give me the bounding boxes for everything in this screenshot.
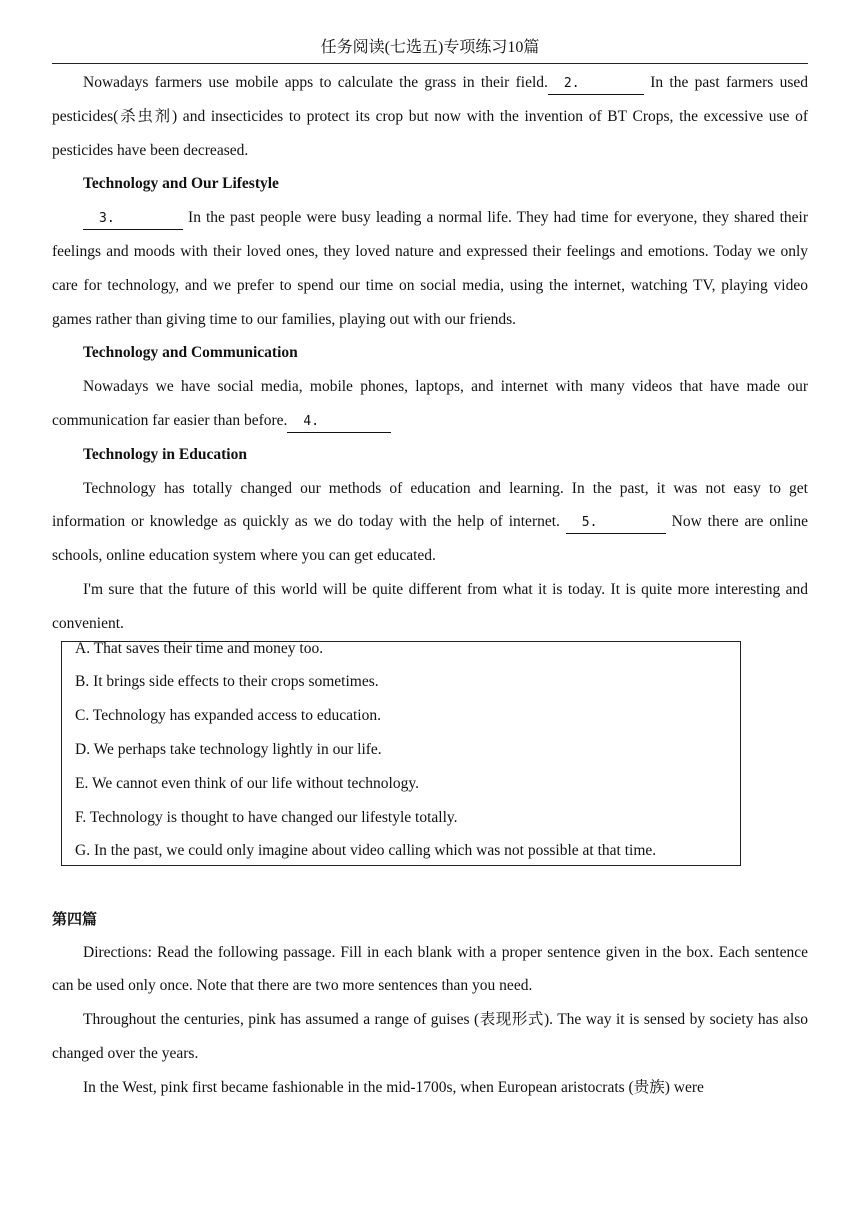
paragraph-communication <box>52 370 808 438</box>
option-g: G. In the past, we could only imagine about video calling which was not possible at that time. <box>75 842 657 860</box>
section-title: 第四篇 <box>52 909 98 928</box>
blank-5: 5. <box>566 514 666 534</box>
paragraph-pink-history: In the West, pink first became fashionable in the mid-1700s, when European aristocrats (贵族) were <box>83 1078 704 1096</box>
paragraph-pink-intro: Throughout the centuries, pink has assumed a range of guises (表现形式). The way it is sensed by society has also changed over the years. <box>52 1011 808 1062</box>
blank-4: 4. <box>287 413 391 433</box>
blank-2: 2. <box>548 75 644 95</box>
paragraph-directions: Directions: Read the following passage. Fill in each blank with a proper sentence given in the box. Each sentence can be used only once. Note that there are two more sentences than you need. <box>52 943 808 995</box>
document-body <box>52 66 808 1105</box>
option-b: B. It brings side effects to their crops sometimes. <box>75 673 379 691</box>
page-header-title: 任务阅读(七选五)专项练习10篇 <box>320 39 540 56</box>
paragraph-text: Now there are online schools, online education system where you can get educated. <box>52 513 809 565</box>
page-header <box>52 37 808 64</box>
paragraph-conclusion: I'm sure that the future of this world will be quite different from what it is today. It is quite more interesting and convenient. <box>52 580 808 632</box>
paragraph-education <box>52 472 808 573</box>
paragraph-farming <box>52 66 808 167</box>
option-d: D. We perhaps take technology lightly in our life. <box>75 740 382 758</box>
paragraph-text: In the past farmers used pesticides(杀虫剂) and insecticides to protect its crop but now with the invention of BT Crops, the excessive use of pesticides have been decreased. <box>52 74 808 159</box>
option-a: A. That saves their time and money too. <box>75 640 324 657</box>
heading-education: Technology in Education <box>83 445 247 463</box>
paragraph-text: Nowadays we have social media, mobile phones, laptops, and internet with many videos that have made our communication far easier than before. <box>52 378 808 429</box>
paragraph-text: Technology has totally changed our methods of education and learning. In the past, it was not easy to get information or knowledge as quickly as we do today with the help of internet. <box>52 479 808 531</box>
paragraph-lifestyle <box>52 201 808 336</box>
paragraph-text: In the past people were busy leading a normal life. They had time for everyone, they shared their feelings and moods with their loved ones, they loved nature and expressed their feelings and emotions. Today we only care for technology, and we prefer to spend our time on social media, using the internet, watching TV, playing video games rather than giving time to our families, playing out with our friends. <box>52 209 808 328</box>
heading-lifestyle: Technology and Our Lifestyle <box>83 175 279 193</box>
blank-3: 3. <box>83 210 183 230</box>
option-c: C. Technology has expanded access to education. <box>75 707 381 725</box>
options-box <box>61 641 741 866</box>
option-e: E. We cannot even think of our life without technology. <box>75 774 419 792</box>
heading-communication: Technology and Communication <box>83 344 298 362</box>
paragraph-text: Nowadays farmers use mobile apps to calculate the grass in their field. <box>83 74 548 91</box>
option-f: F. Technology is thought to have changed our lifestyle totally. <box>75 808 458 826</box>
